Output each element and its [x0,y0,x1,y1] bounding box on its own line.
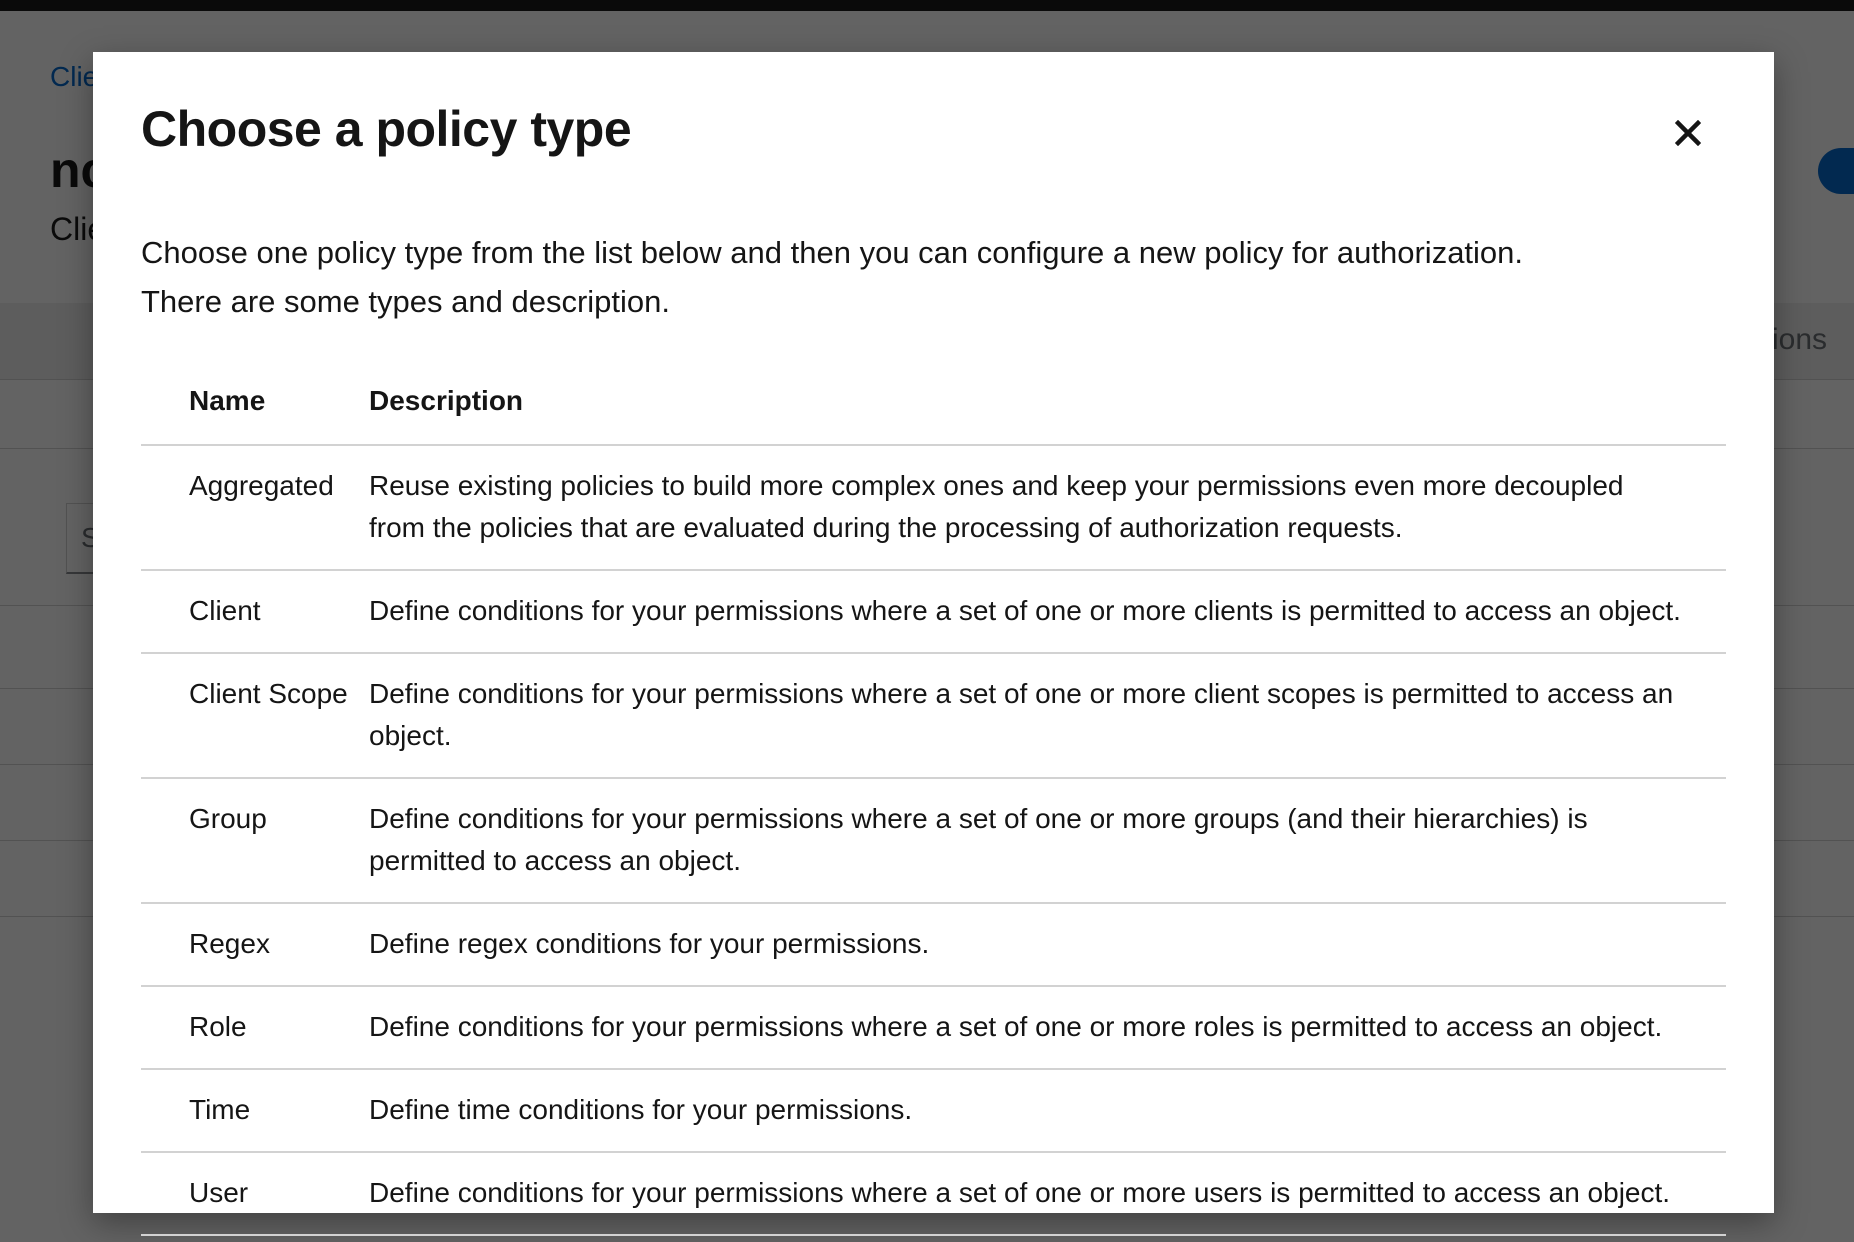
policy-name[interactable]: Client Scope [141,653,369,778]
policy-row-aggregated[interactable] [141,445,1726,570]
policy-row-regex[interactable] [141,903,1726,986]
policy-description: Define conditions for your permissions where a set of one or more roles is permitted to access an object. [369,986,1726,1069]
policy-name[interactable]: Regex [141,903,369,986]
policy-type-modal [93,52,1774,1213]
policy-row-time[interactable] [141,1069,1726,1152]
close-icon [1675,120,1701,146]
policy-type-table [141,358,1726,1236]
policy-row-client[interactable] [141,570,1726,653]
policy-name[interactable]: Time [141,1069,369,1152]
table-header-row [141,358,1726,445]
policy-description: Reuse existing policies to build more complex ones and keep your permissions even more decoupled from the policies that are evaluated during the processing of authorization requests. [369,445,1726,570]
policy-description: Define conditions for your permissions where a set of one or more clients is permitted to access an object. [369,570,1726,653]
modal-description [141,228,1701,326]
policy-row-role[interactable] [141,986,1726,1069]
policy-description: Define conditions for your permissions where a set of one or more users is permitted to access an object. [369,1152,1726,1235]
policy-description: Define regex conditions for your permissions. [369,903,1726,986]
modal-title: Choose a policy type [141,101,632,157]
policy-row-group[interactable] [141,778,1726,903]
policy-row-client-scope[interactable] [141,653,1726,778]
close-button[interactable] [1663,108,1713,158]
policy-name[interactable]: User [141,1152,369,1235]
policy-name[interactable]: Role [141,986,369,1069]
policy-name[interactable]: Group [141,778,369,903]
policy-row-user[interactable] [141,1152,1726,1235]
policy-description: Define time conditions for your permissions. [369,1069,1726,1152]
description-line: Choose one policy type from the list below and then you can configure a new policy for authorization. [141,235,1524,270]
policy-description: Define conditions for your permissions where a set of one or more client scopes is permitted to access an object. [369,653,1726,778]
policy-description: Define conditions for your permissions where a set of one or more groups (and their hierarchies) is permitted to access an object. [369,778,1726,903]
column-header-description: Description [369,358,1726,445]
description-line: There are some types and description. [141,284,670,319]
policy-name[interactable]: Aggregated [141,445,369,570]
policy-name[interactable]: Client [141,570,369,653]
column-header-name: Name [141,358,369,445]
